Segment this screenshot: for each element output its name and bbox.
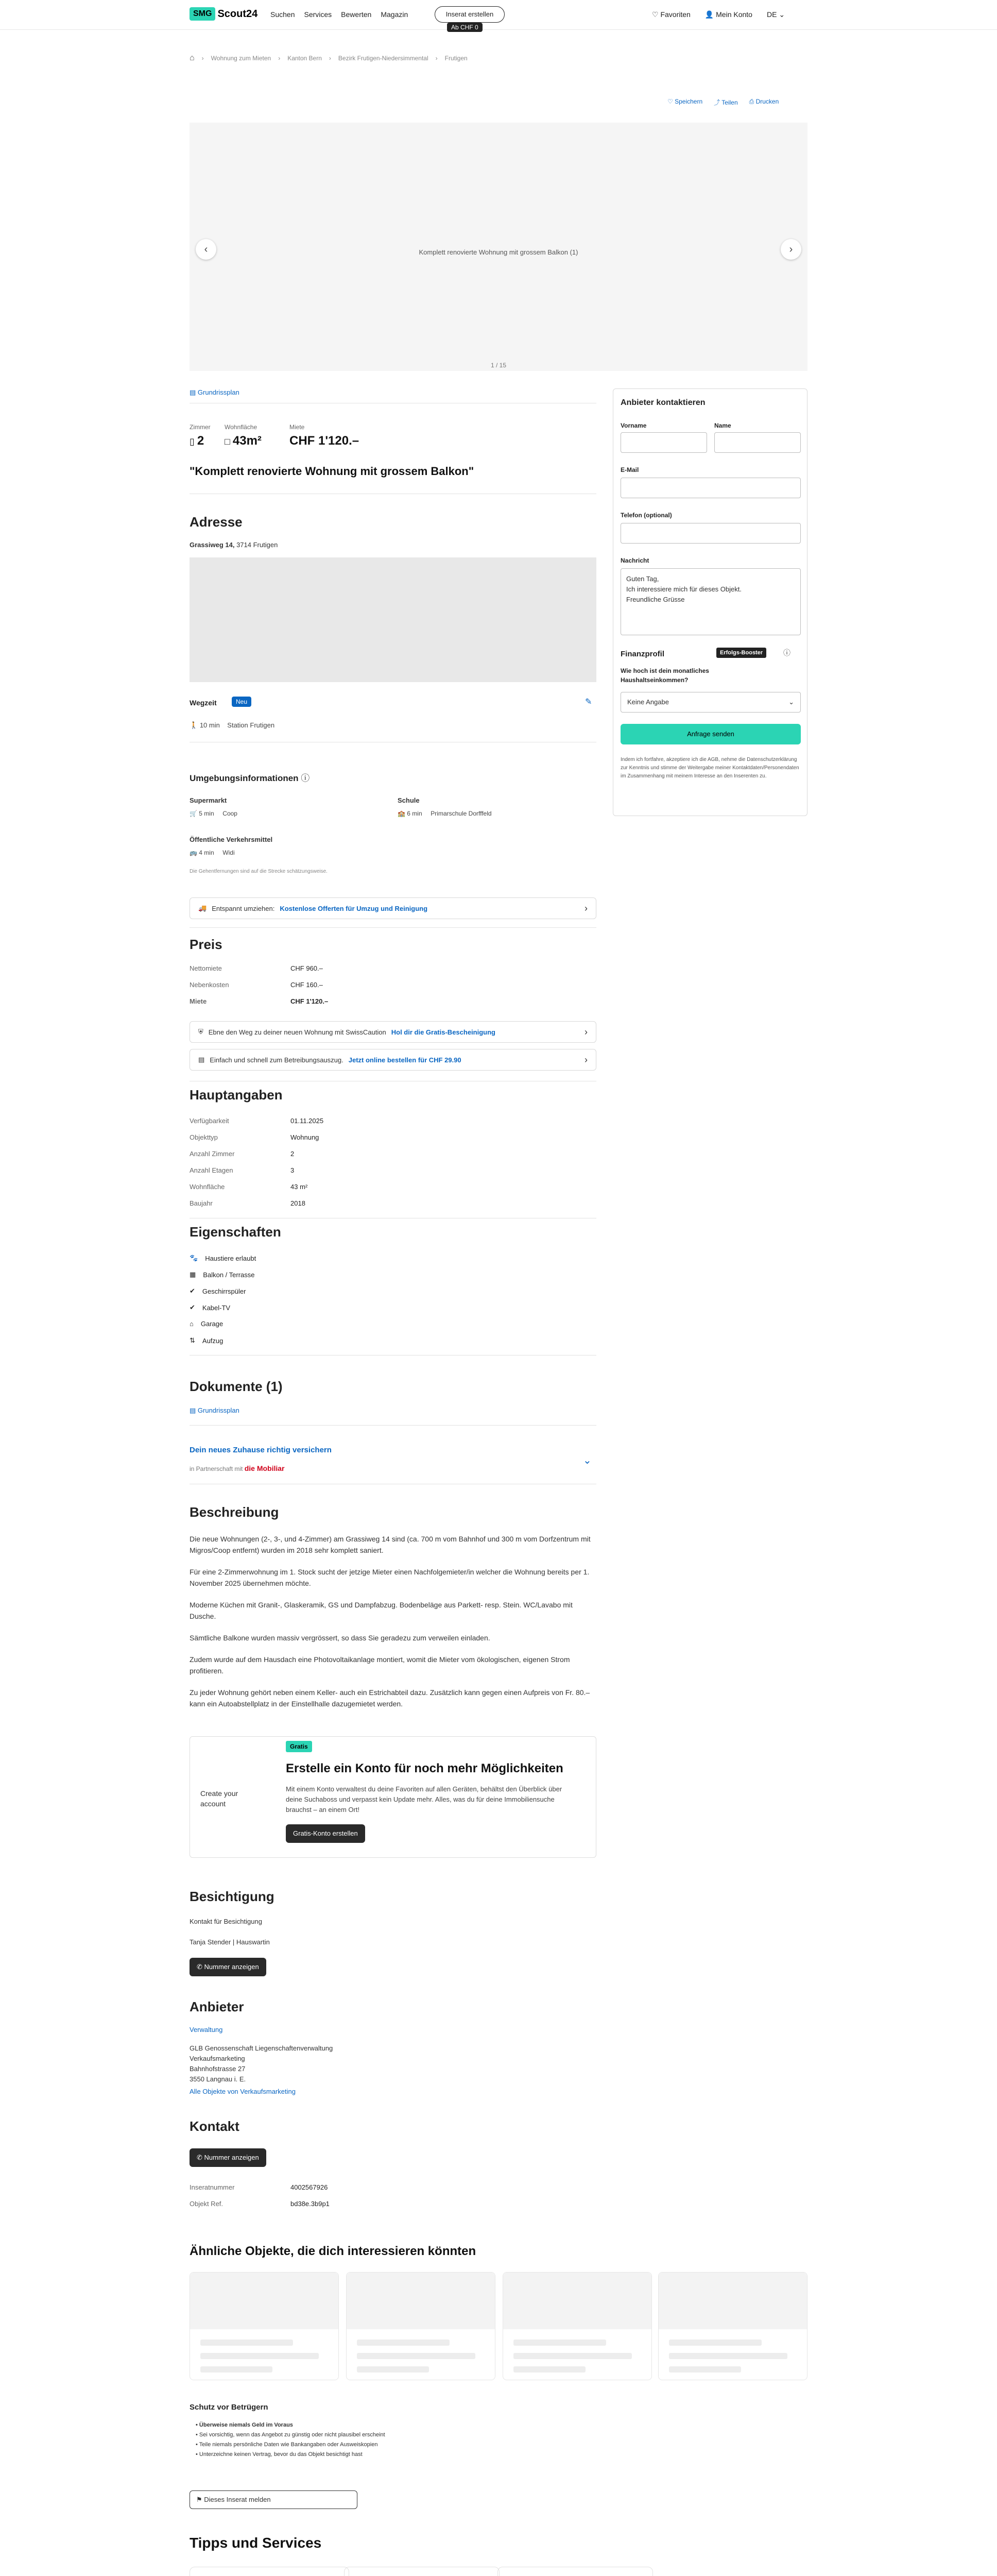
phone-input[interactable]	[621, 523, 801, 544]
message-textarea[interactable]: Guten Tag, Ich interessiere mich für dieses Objekt. Freundliche Grüsse	[621, 568, 801, 635]
finance-label: Finanzprofil	[621, 650, 664, 658]
fraud-heading: Schutz vor Betrügern	[190, 2403, 268, 2412]
gallery-counter: 1 / 15	[490, 362, 507, 369]
similar-card[interactable]	[346, 2272, 495, 2380]
surroundings-heading: Umgebungsinformationen ⓘ	[190, 773, 310, 783]
print-button[interactable]: ⎙ Drucken	[749, 98, 779, 105]
feature-item: ⇅ Aufzug	[190, 1336, 224, 1345]
language-select[interactable]: DE ⌄	[766, 10, 785, 19]
all-objects-link[interactable]: Alle Objekte von Verkaufsmarketing	[190, 2088, 296, 2095]
income-label: Wie hoch ist dein monatliches Haushaltseinkommen?	[621, 667, 709, 684]
contact-form-heading: Anbieter kontaktieren	[621, 398, 706, 407]
similar-card[interactable]	[658, 2272, 807, 2380]
nav-magazine[interactable]: Magazin	[381, 10, 408, 19]
similar-heading: Ähnliche Objekte, die dich interessieren könnten	[190, 2244, 476, 2258]
last-name-input[interactable]	[714, 432, 801, 453]
first-name-input[interactable]	[621, 432, 707, 453]
gratis-badge: Gratis	[286, 1741, 312, 1752]
basket-icon: 🛒	[190, 810, 199, 817]
document-icon: ▤	[198, 1056, 205, 1063]
feature-item: 🐾 Haustiere erlaubt	[190, 1254, 256, 1262]
first-name-label: Vorname	[621, 422, 647, 429]
transport-info: 🚌 4 min Widi	[190, 849, 235, 856]
income-select[interactable]: Keine Angabe ⌄	[621, 692, 801, 713]
listing-title: "Komplett renovierte Wohnung mit grossem Balkon"	[190, 465, 474, 478]
contact-form	[613, 388, 807, 816]
transport-label: Öffentliche Verkehrsmittel	[190, 836, 273, 843]
breadcrumb-item[interactable]: Kanton Bern	[287, 55, 322, 62]
surroundings-note: Die Gehentfernungen sind auf die Strecke schätzungsweise.	[190, 869, 328, 874]
phone-label: Telefon (optional)	[621, 512, 672, 519]
main-info-heading: Hauptangaben	[190, 1087, 283, 1103]
save-button[interactable]: ♡ Speichern	[667, 98, 703, 105]
info-row: Objekttyp Wohnung	[190, 1133, 319, 1141]
map[interactable]	[190, 557, 596, 682]
header-right	[652, 10, 785, 19]
info-row: Anzahl Zimmer 2	[190, 1150, 295, 1158]
create-account-button[interactable]: Gratis-Konto erstellen	[286, 1824, 365, 1843]
debt-link[interactable]: Jetzt online bestellen für CHF 29.90	[348, 1056, 461, 1064]
feature-item: ⌂ Garage	[190, 1320, 224, 1328]
help-icon[interactable]: ⓘ	[783, 649, 790, 657]
school-icon: 🏫	[398, 810, 407, 817]
gallery-caption: Komplett renovierte Wohnung mit grossem Balkon (1)	[419, 248, 578, 256]
pet-icon: 🐾	[190, 1254, 198, 1262]
user-icon: 👤	[704, 10, 716, 19]
legal-text: Indem ich fortfahre, akzeptiere ich die AGB, nehme die Datenschutzerklärung zur Kenntnis und stimme der Weitergabe meiner Kontaktdaten/Personendaten im Zusammenhang mit meinem Interesse an den Inserenten zu.	[621, 757, 799, 779]
create-listing-price: Ab CHF 0	[447, 23, 483, 32]
address-text: Grassiweg 14, 3714 Frutigen	[190, 541, 278, 549]
heart-icon: ♡	[652, 10, 661, 19]
breadcrumb: ⌂ › Wohnung zum Mieten › Kanton Bern › Bezirk Frutigen-Niedersimmental › Frutigen	[190, 54, 468, 62]
tip-card[interactable]	[190, 2567, 349, 2576]
chevron-down-icon[interactable]: ⌄	[583, 1455, 592, 1466]
chevron-right-icon: ›	[585, 1026, 588, 1037]
moving-link[interactable]: Kostenlose Offerten für Umzug und Reinigung	[280, 904, 428, 912]
rent-label: Miete	[289, 423, 305, 431]
breadcrumb-item[interactable]: Frutigen	[444, 55, 468, 62]
provider-address: GLB Genossenschaft Liegenschaftenverwaltung Verkaufsmarketing Bahnhofstrasse 27 3550 Langnau i. E.	[190, 2044, 333, 2083]
debt-banner[interactable]: ▤ Einfach und schnell zum Betreibungsauszug. Jetzt online bestellen für CHF 29.90 ›	[190, 1049, 596, 1071]
rent-value: CHF 1'120.–	[289, 434, 359, 448]
tip-card[interactable]	[344, 2567, 500, 2576]
price-row: Nettomiete CHF 960.–	[190, 964, 323, 972]
image-gallery[interactable]	[190, 123, 807, 371]
balcony-icon: ▦	[190, 1270, 196, 1278]
price-row: Nebenkosten CHF 160.–	[190, 981, 323, 989]
floorplan-link[interactable]: ▤ Grundrissplan	[190, 388, 239, 396]
tips-heading: Tipps und Services	[190, 2535, 322, 2551]
gallery-prev-button[interactable]: ‹	[196, 239, 216, 260]
commute-info: 🚶 10 min Station Frutigen	[190, 721, 275, 729]
feature-item: ✔ Geschirrspüler	[190, 1287, 246, 1295]
contact-row: Objekt Ref. bd38e.3b9p1	[190, 2200, 330, 2208]
info-row: Wohnfläche 43 m²	[190, 1183, 308, 1191]
area-value: □ 43m²	[225, 434, 262, 448]
nav-search[interactable]: Suchen	[270, 10, 295, 19]
info-icon: ⓘ	[301, 773, 310, 783]
share-button[interactable]: ⤴ Teilen	[714, 99, 738, 106]
header	[0, 0, 997, 30]
message-label: Nachricht	[621, 557, 649, 564]
feature-item: ▦ Balkon / Terrasse	[190, 1270, 255, 1279]
nav-services[interactable]: Services	[304, 10, 332, 19]
walk-icon: 🚶	[190, 721, 200, 729]
similar-card[interactable]	[503, 2272, 652, 2380]
area-label: Wohnfläche	[225, 423, 257, 431]
door-icon: ▯	[190, 436, 197, 447]
contact-row: Inseratnummer 4002567926	[190, 2183, 328, 2191]
school-label: Schule	[398, 796, 420, 804]
shield-icon: ⛨	[198, 1028, 203, 1036]
tip-card[interactable]	[497, 2567, 653, 2576]
school-info: 🏫 6 min Primarschule Dorfffeld	[398, 810, 492, 817]
fraud-list: • Überweise niemals Geld im Voraus • Sei vorsichtig, wenn das Angebot zu günstig oder nicht plausibel erscheint • Teile niemals persönliche Daten wie Bankangaben oder Ausweiskopien • Unterzeichne keinen Vertrag, bevor du das Objekt besichtigt hast	[196, 2422, 385, 2458]
area-icon: □	[225, 436, 233, 447]
email-label: E-Mail	[621, 466, 639, 473]
description-paragraph: Zudem wurde auf dem Hausdach eine Photovoltaikanlage montiert, womit die Mieter vom ökologischen, eigenen Strom profitieren.	[190, 1655, 570, 1675]
price-row: Miete CHF 1'120.–	[190, 997, 329, 1005]
viewing-heading: Besichtigung	[190, 1889, 274, 1904]
listing-actions	[667, 98, 779, 107]
chevron-down-icon: ⌄	[779, 10, 785, 19]
info-row: Baujahr 2018	[190, 1199, 305, 1207]
favorites-link[interactable]: ♡ Favoriten	[652, 10, 691, 19]
deposit-banner[interactable]: ⛨ Ebne den Weg zu deiner neuen Wohnung mit SwissCaution Hol dir die Gratis-Bescheinigung ›	[190, 1021, 596, 1043]
show-number-button[interactable]: ✆ Nummer anzeigen	[190, 2148, 266, 2167]
supermarket-label: Supermarkt	[190, 796, 227, 804]
email-input[interactable]	[621, 478, 801, 498]
account-promo	[190, 1736, 596, 1858]
description-paragraph: Moderne Küchen mit Granit-, Glaskeramik, GS und Dampfabzug. Bodenbeläge aus Parkett- resp. Stein. WC/Lavabo mit Dusche.	[190, 1601, 573, 1620]
provider-heading: Anbieter	[190, 1999, 244, 2014]
mobiliar-logo: die Mobiliar	[244, 1464, 285, 1472]
account-link[interactable]: 👤 Mein Konto	[704, 10, 752, 19]
info-row: Verfügbarkeit 01.11.2025	[190, 1117, 324, 1125]
breadcrumb-item[interactable]: Wohnung zum Mieten	[211, 55, 271, 62]
document-link[interactable]: ▤ Grundrissplan	[190, 1406, 239, 1414]
lift-icon: ⇅	[190, 1336, 195, 1344]
booster-badge: Erfolgs-Booster	[716, 648, 766, 658]
features-heading: Eigenschaften	[190, 1224, 281, 1240]
logo-badge: SMG	[190, 7, 215, 21]
chevron-right-icon: ›	[585, 1054, 588, 1065]
chevron-down-icon: ⌄	[788, 698, 794, 706]
chevron-right-icon: ›	[585, 903, 588, 913]
phone-icon: ✆	[197, 2154, 204, 2161]
new-badge: Neu	[232, 697, 251, 707]
description-paragraph: Für eine 2-Zimmerwohnung im 1. Stock sucht der jetzige Mieter einen Nachfolgemieter/in welcher die Wohnung bereits per 1. November 2025 übernehmen möchte.	[190, 1568, 590, 1587]
supermarket-info: 🛒 5 min Coop	[190, 810, 237, 817]
logo-text: Scout24	[217, 8, 258, 20]
viewing-person: Tanja Stender | Hauswartin	[190, 1938, 270, 1946]
contact-heading: Kontakt	[190, 2119, 239, 2134]
description-paragraph: Die neue Wohnungen (2-, 3-, und 4-Zimmer) am Grassiweg 14 sind (ca. 700 m vom Bahnhof und 300 m vom Dorfzentrum mit Migros/Coop entfernt) wurden im 2018 sehr komplett saniert.	[190, 1535, 591, 1554]
truck-icon: 🚚	[198, 904, 207, 912]
phone-icon: ✆	[197, 1963, 204, 1971]
create-listing-button[interactable]: Inserat erstellen	[435, 6, 505, 23]
description-heading: Beschreibung	[190, 1504, 279, 1520]
documents-heading: Dokumente (1)	[190, 1379, 283, 1394]
show-number-button[interactable]: ✆ Nummer anzeigen	[190, 1958, 266, 1976]
check-icon: ✔	[190, 1303, 195, 1311]
last-name-label: Name	[714, 422, 731, 429]
bus-icon: 🚌	[190, 849, 199, 856]
rooms-label: Zimmer	[190, 423, 211, 431]
price-heading: Preis	[190, 937, 222, 952]
home-icon[interactable]: ⌂	[190, 54, 195, 62]
check-icon: ✔	[190, 1287, 195, 1295]
nav-rate[interactable]: Bewerten	[341, 10, 372, 19]
feature-item: ✔ Kabel-TV	[190, 1303, 231, 1312]
gallery-next-button[interactable]: ›	[781, 239, 801, 260]
promo-side-text: Create your account	[200, 1789, 238, 1808]
logo[interactable]	[190, 7, 257, 21]
description-paragraph: Zu jeder Wohnung gehört neben einem Keller- auch ein Estrichabteil dazu. Zusätzlich kann gegen einen Aufpreis von Fr. 80.– kann ein Autoabstellplatz in der Einstellhalle dazugemietet werden.	[190, 1688, 590, 1708]
info-row: Anzahl Etagen 3	[190, 1166, 295, 1174]
flag-icon: ⚑	[196, 2496, 204, 2503]
commute-heading: Wegzeit	[190, 699, 217, 707]
rooms-value: ▯ 2	[190, 434, 204, 448]
insurance-partner: in Partnerschaft mit die Mobiliar	[190, 1464, 285, 1472]
similar-card[interactable]	[190, 2272, 339, 2380]
viewing-contact: Kontakt für Besichtigung	[190, 1918, 262, 1925]
document-icon: ▤	[190, 388, 198, 396]
address-heading: Adresse	[190, 514, 243, 530]
provider-link[interactable]: Verwaltung	[190, 2026, 223, 2033]
moving-banner[interactable]: 🚚 Entspannt umziehen: Kostenlose Offerten für Umzug und Reinigung ›	[190, 897, 596, 919]
document-icon: ▤	[190, 1406, 198, 1414]
report-listing-button[interactable]: ⚑ Dieses Inserat melden	[190, 2490, 357, 2509]
main-nav	[270, 10, 408, 19]
insurance-title[interactable]: Dein neues Zuhause richtig versichern	[190, 1446, 332, 1454]
promo-title: Erstelle ein Konto für noch mehr Möglichkeiten	[286, 1761, 563, 1775]
garage-icon: ⌂	[190, 1320, 194, 1328]
deposit-link[interactable]: Hol dir die Gratis-Bescheinigung	[391, 1028, 495, 1036]
breadcrumb-item[interactable]: Bezirk Frutigen-Niedersimmental	[338, 55, 428, 62]
send-request-button[interactable]: Anfrage senden	[621, 724, 801, 744]
description-paragraph: Sämtliche Balkone wurden massiv vergrössert, so dass Sie geradezu zum verweilen einladen.	[190, 1634, 490, 1642]
edit-icon[interactable]: ✎	[585, 698, 592, 706]
promo-text: Mit einem Konto verwaltest du deine Favoriten auf allen Geräten, behältst den Überblick über deine Suchaboss und verpasst kein Update mehr. Alles, was du für deine Immobiliensuche brauchst – an einem Ort!	[286, 1785, 562, 1814]
